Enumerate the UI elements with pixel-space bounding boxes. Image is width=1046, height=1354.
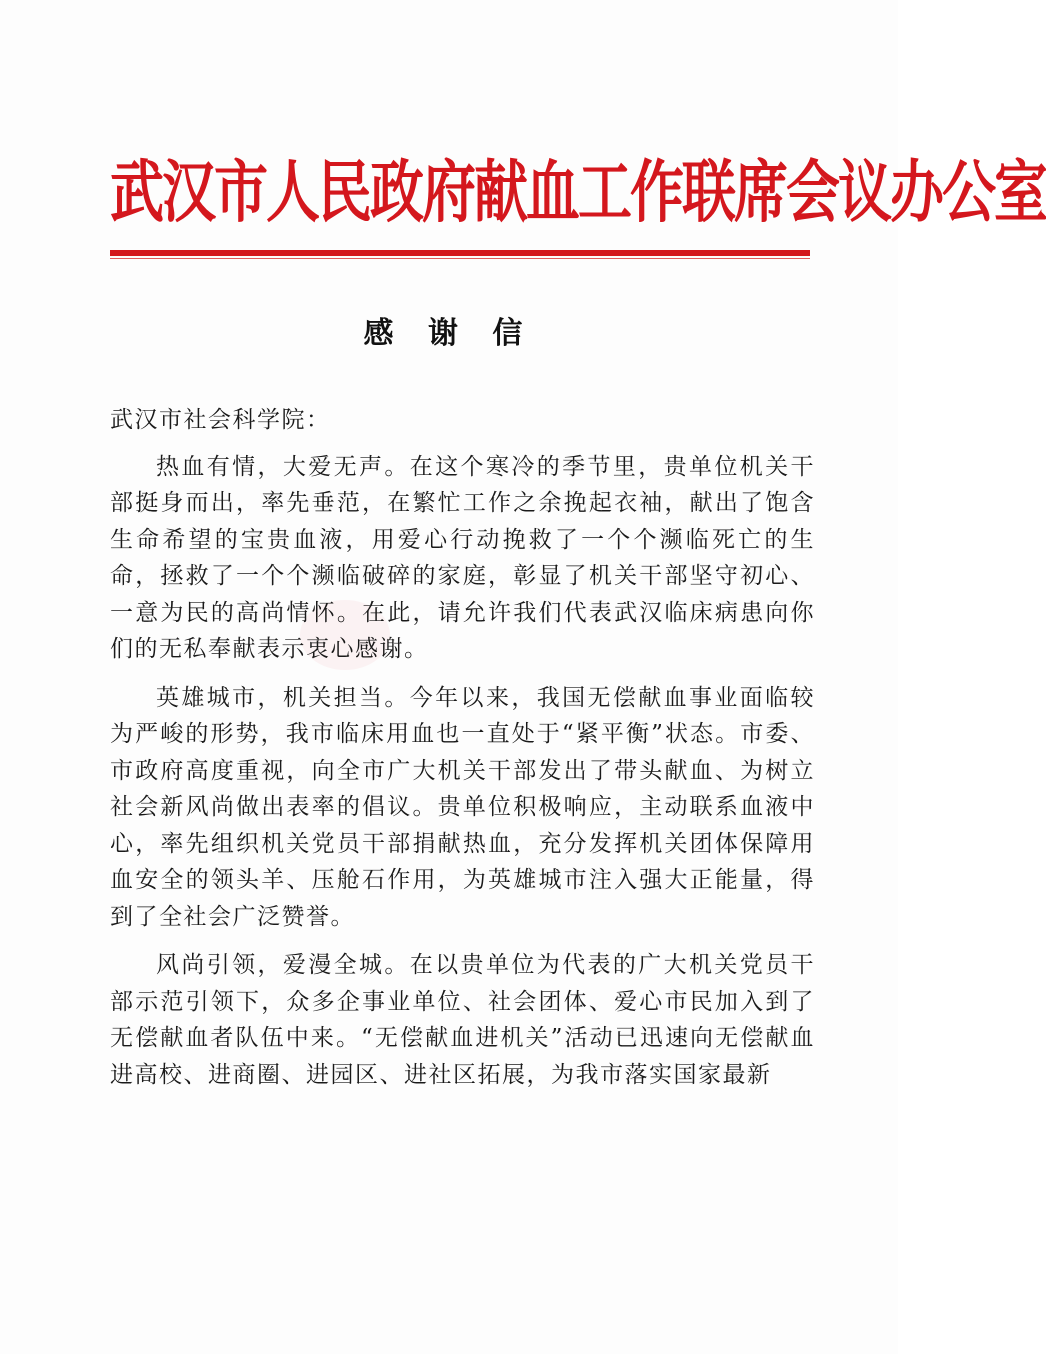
letter-body [110,402,815,1105]
letter-title: 感 谢 信 [363,316,535,351]
letterhead-organization-name: 武汉市人民政府献血工作联席会议办公室 [110,153,1046,232]
paragraph-3: 风尚引领，爱漫全城。在以贵单位为代表的广大机关党员干部示范引领下，众多企事业单位、社会团体、爱心市民加入到了无偿献血者队伍中来。“无偿献血进机关”活动已迅速向无偿献血进高校、进商圈、进园区、进社区拓展，为我市落实国家最新 [110,952,815,1088]
letterhead-red-rule [110,250,810,256]
letterhead-red-rule-thin [110,258,810,259]
paragraph-2: 英雄城市，机关担当。今年以来，我国无偿献血事业面临较为严峻的形势，我市临床用血也一直处于“紧平衡”状态。市委、市政府高度重视，向全市广大机关干部发出了带头献血、为树立社会新风尚做出表率的倡议。贵单位积极响应，主动联系血液中心，率先组织机关党员干部捐献热血，充分发挥机关团体保障用血安全的领头羊、压舱石作用，为英雄城市注入强大正能量，得到了全社会广泛赞誉。 [110,684,815,930]
paragraph-1: 热血有情，大爱无声。在这个寒冷的季节里，贵单位机关干部挺身而出，率先垂范，在繁忙工作之余挽起衣袖，献出了饱含生命希望的宝贵血液，用爱心行动挽救了一个个濒临死亡的生命，拯救了一个个濒临破碎的家庭，彰显了机关干部坚守初心、一意为民的高尚情怀。在此，请允许我们代表武汉临床病患向你们的无私奉献表示衷心感谢。 [110,453,815,662]
salutation: 武汉市社会科学院： [110,407,331,433]
